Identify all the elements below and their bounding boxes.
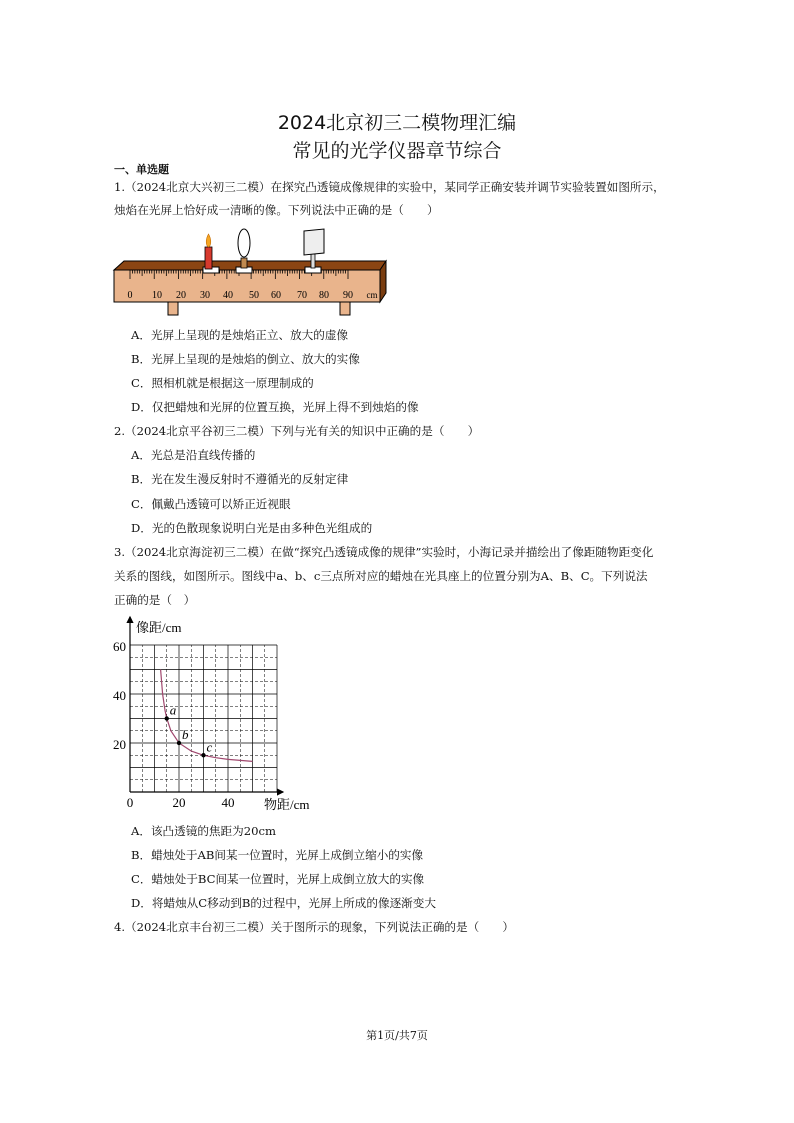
page-footer: 第1页/共7页 (366, 1029, 428, 1042)
candle-icon (203, 234, 219, 273)
data-point-label: a (169, 702, 177, 718)
q1-option-c: C．照相机就是根据这一原理制成的 (131, 376, 314, 390)
q2-stem: 2.（2024北京平谷初三二模）下列与光有关的知识中正确的是（ ） (114, 424, 480, 438)
ruler-label: 80 (319, 290, 329, 301)
ruler-label: 10 (152, 290, 162, 301)
data-point-label: c (206, 739, 213, 755)
y-tick-label: 40 (113, 688, 126, 703)
q3-option-c: C．蜡烛处于BC间某一位置时，光屏上成倒立放大的实像 (131, 872, 425, 886)
ruler-label: 60 (271, 290, 281, 301)
image-distance-chart (108, 612, 328, 817)
x-tick-label: 20 (172, 795, 186, 810)
data-point-label: b (182, 727, 189, 742)
document-title-line2: 常见的光学仪器章节综合 (292, 140, 502, 162)
data-point-a (165, 716, 169, 720)
q4-stem: 4.（2024北京丰台初三二模）关于图所示的现象，下列说法正确的是（ ） (114, 920, 514, 934)
q3-stem-line2: 关系的图线，如图所示。图线中a、b、c三点所对应的蜡烛在光具座上的位置分别为A、B、C。下列说法 (114, 569, 648, 583)
ruler-label: 90 (343, 290, 353, 301)
ruler-unit: cm (366, 290, 378, 300)
q1-option-b: B．光屏上呈现的是烛焰的倒立、放大的实像 (131, 352, 360, 366)
q3-option-d: D．将蜡烛从C移动到B的过程中，光屏上所成的像逐渐变大 (131, 896, 436, 910)
q3-stem-line3: 正确的是（ ） (114, 593, 196, 607)
q3-option-a: A．该凸透镜的焦距为20cm (131, 824, 276, 838)
q3-option-b: B．蜡烛处于AB间某一位置时，光屏上成倒立缩小的实像 (131, 848, 424, 862)
document-title-line1: 2024北京初三二模物理汇编 (277, 112, 517, 134)
ruler-label: 0 (127, 290, 133, 301)
ruler-label: 50 (249, 290, 259, 301)
q2-option-a: A．光总是沿直线传播的 (131, 448, 256, 462)
x-tick-label: 40 (221, 795, 235, 810)
origin-label: 0 (126, 795, 134, 810)
q1-option-d: D．仅把蜡烛和光屏的位置互换，光屏上得不到烛焰的像 (131, 400, 419, 414)
optical-bench-figure (110, 225, 390, 320)
y-tick-label: 20 (113, 737, 126, 752)
x-axis-label: 物距/cm (264, 797, 310, 812)
q3-stem-line1: 3.（2024北京海淀初三二模）在做“探究凸透镜成像的规律”实验时，小海记录并描绘出了像距随物距变化 (114, 545, 654, 559)
data-point-c (201, 753, 205, 757)
q1-stem-line1: 1.（2024北京大兴初三二模）在探究凸透镜成像规律的实验中，某同学正确安装并调节实验装置如图所示， (114, 180, 665, 194)
q1-option-a: A．光屏上呈现的是烛焰正立、放大的虚像 (131, 328, 349, 342)
data-point-b (177, 741, 181, 745)
q2-option-b: B．光在发生漫反射时不遵循光的反射定律 (131, 472, 349, 486)
section-heading: 一、单选题 (114, 163, 169, 176)
ruler-label: 70 (297, 290, 307, 301)
y-axis-label: 像距/cm (136, 620, 182, 635)
q2-option-c: C．佩戴凸透镜可以矫正近视眼 (131, 497, 291, 511)
y-tick-label: 60 (113, 639, 126, 654)
q2-option-d: D．光的色散现象说明白光是由多种色光组成的 (131, 521, 373, 535)
ruler-label: 40 (223, 290, 233, 301)
ruler-label: 30 (200, 290, 210, 301)
q1-stem-line2: 烛焰在光屏上恰好成一清晰的像。下列说法中正确的是（ ） (114, 203, 439, 217)
ruler-label: 20 (176, 290, 186, 301)
